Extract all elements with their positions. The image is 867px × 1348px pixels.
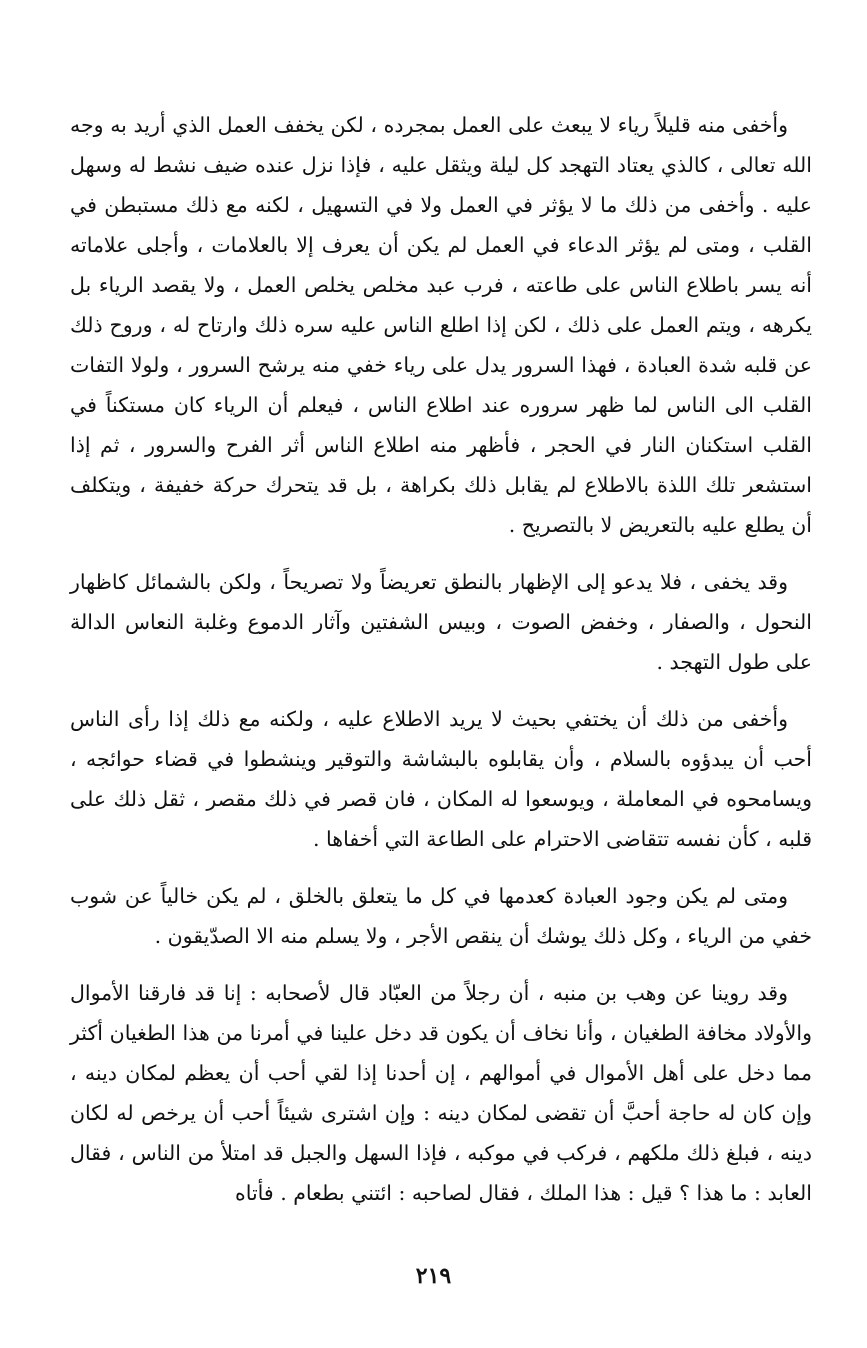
paragraph-gap (70, 956, 812, 973)
paragraph-3: وأخفى من ذلك أن يختفي بحيث لا يريد الاطلاع عليه ، ولكنه مع ذلك إذا رأى الناس أحب أن يبدؤوه بالسلام ، وأن يقابلوه بالبشاشة والتوقير وينشطوا في قضاء حوائجه ، ويسامحوه في المعاملة ، ويوسعوا له المكان ، فان قصر في ذلك مقصر ، ثقل ذلك على قلبه ، كأن نفسه تتقاضى الاحترام على الطاعة التي أخفاها . (70, 707, 812, 851)
paragraph-gap (70, 682, 812, 699)
page-number: ٢١٩ (415, 1263, 452, 1289)
paragraph-gap (70, 859, 812, 876)
paragraph-gap (70, 545, 812, 562)
paragraph-2: وقد يخفى ، فلا يدعو إلى الإظهار بالنطق تعريضاً ولا تصريحاً ، ولكن بالشمائل كاظهار النحول ، والصفار ، وخفض الصوت ، وبيس الشفتين وآثار الدموع وغلبة النعاس الدالة على طول التهجد . (70, 570, 812, 674)
page-body (70, 105, 812, 1265)
paragraph-1: وأخفى منه قليلاً رياء لا يبعث على العمل بمجرده ، لكن يخفف العمل الذي أريد به وجه الله تعالى ، كالذي يعتاد التهجد كل ليلة ويثقل عليه ، فإذا نزل عنده ضيف نشط له وسهل عليه . وأخفى من ذلك ما لا يؤثر في العمل ولا في التسهيل ، لكنه مع ذلك مستبطن في القلب ، ومتى لم يؤثر الدعاء في العمل لم يكن أن يعرف إلا بالعلامات ، وأجلى علاماته أنه يسر باطلاع الناس على طاعته ، فرب عبد مخلص يخلص العمل ، ولا يقصد الرياء بل يكرهه ، ويتم العمل على ذلك ، لكن إذا اطلع الناس عليه سره ذلك وارتاح له ، وروح ذلك عن قلبه شدة العبادة ، فهذا السرور يدل على رياء خفي منه يرشح السرور ، ولولا التفات القلب الى الناس لما ظهر سروره عند اطلاع الناس ، فيعلم أن الرياء كان مستكناً في القلب استكنان النار في الحجر ، فأظهر منه اطلاع الناس أثر الفرح والسرور ، ثم إذا استشعر تلك اللذة بالاطلاع لم يقابل ذلك بكراهة ، بل قد يتحرك حركة خفيفة ، ويتكلف أن يطلع عليه بالتعريض لا بالتصريح . (70, 113, 812, 537)
paragraph-5: وقد روينا عن وهب بن منبه ، أن رجلاً من العبّاد قال لأصحابه : إنا قد فارقنا الأموال والأولاد مخافة الطغيان ، وأنا نخاف أن يكون قد دخل علينا في أمرنا من هذا الطغيان أكثر مما دخل على أهل الأموال في أموالهم ، إن أحدنا إذا لقي أحب أن يعظم لمكان دينه ، وإن كان له حاجة أحبَّ أن تقضى لمكان دينه : وإن اشترى شيئاً أحب أن يرخص له لكان دينه ، فبلغ ذلك ملكهم ، فركب في موكبه ، فإذا السهل والجبل قد امتلأ من الناس ، فقال العابد : ما هذا ؟ قيل : هذا الملك ، فقال لصاحبه : ائتني بطعام . فأتاه (70, 981, 812, 1205)
paragraph-4: ومتى لم يكن وجود العبادة كعدمها في كل ما يتعلق بالخلق ، لم يكن خالياً عن شوب خفي من الرياء ، وكل ذلك يوشك أن ينقص الأجر ، ولا يسلم منه الا الصدّيقون . (70, 884, 812, 948)
